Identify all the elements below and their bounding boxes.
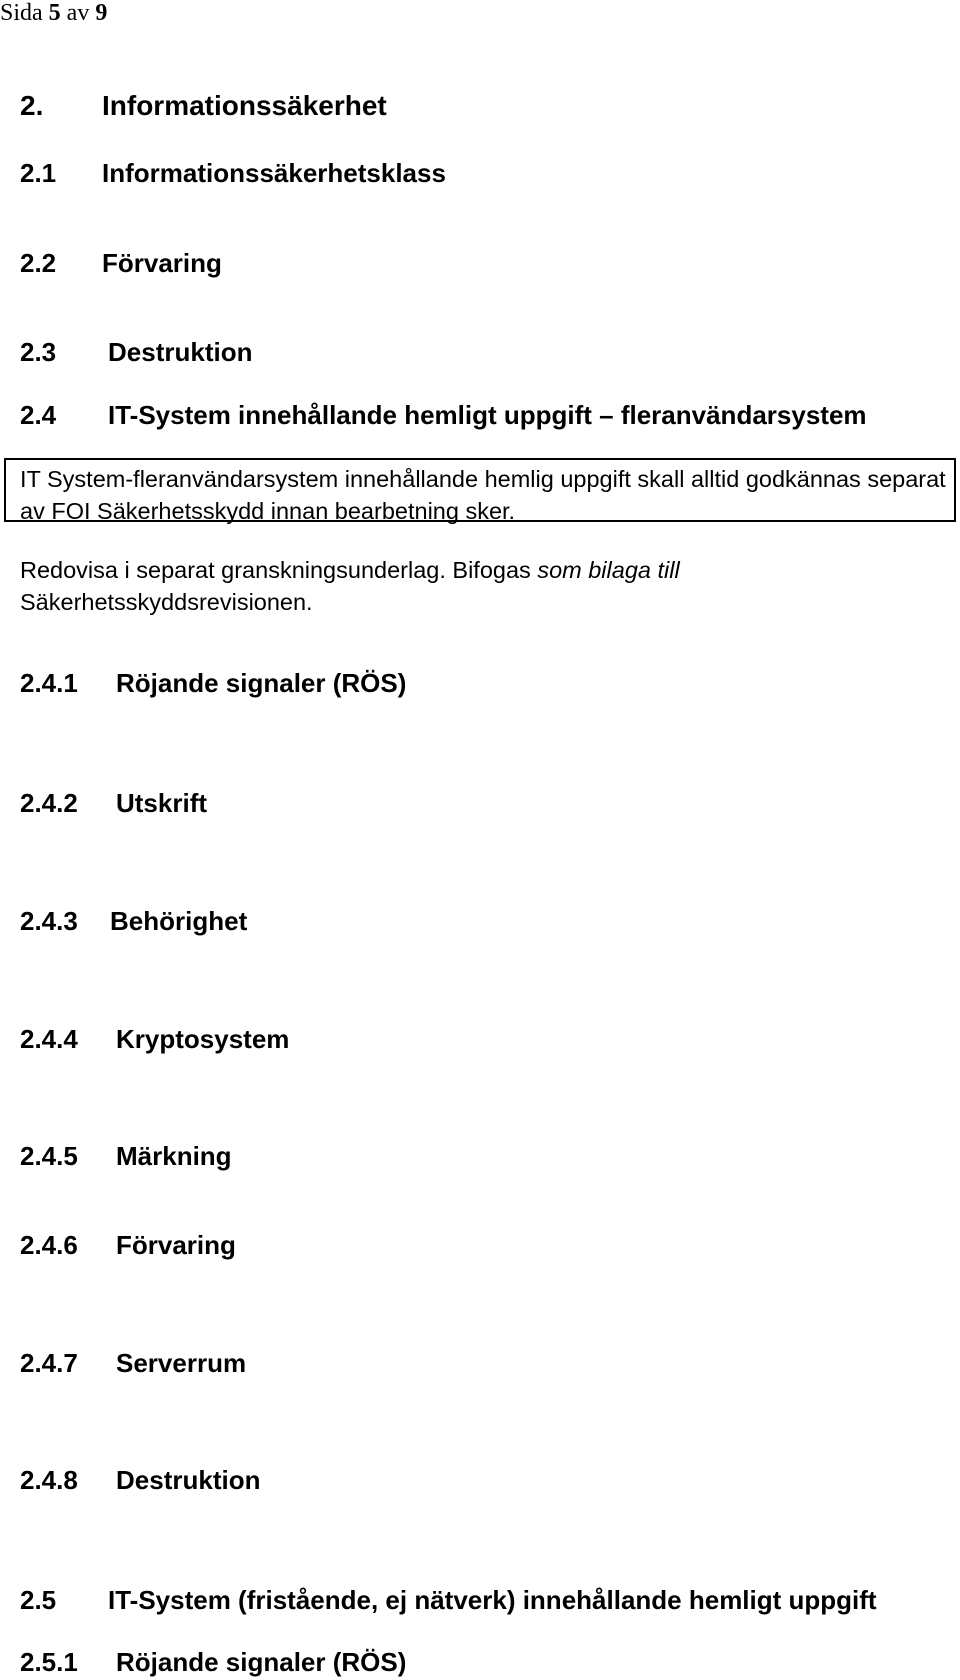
instruction-italic: som bilaga till [537,557,680,583]
heading-2-4 [20,400,867,430]
heading-title: Utskrift [116,788,208,818]
heading-2-4-2 [20,788,207,818]
boxed-note [4,458,956,522]
heading-number: 2.5 [20,1585,57,1615]
heading-number: 2.4.5 [20,1141,78,1171]
heading-title: IT-System (fristående, ej nätverk) innehållande hemligt uppgift [108,1585,877,1615]
heading-2-5-1 [20,1647,406,1677]
page-label: Sida [0,0,49,26]
heading-2-5 [20,1585,877,1615]
heading-title: Röjande signaler (RÖS) [116,668,407,698]
heading-number: 2.1 [20,158,57,188]
heading-2-4-8 [20,1465,260,1495]
heading-2-4-1 [20,668,406,698]
heading-2-4-6 [20,1230,236,1260]
instruction-text: Redovisa i separat granskningsunderlag. Bifogas [20,557,538,583]
heading-number: 2. [20,90,44,121]
heading-title: IT-System innehållande hemligt uppgift – fleranvändarsystem [108,400,867,430]
heading-title: Röjande signaler (RÖS) [116,1647,407,1677]
instruction-end: Säkerhetsskyddsrevisionen. [20,589,313,615]
heading-title: Förvaring [102,248,222,278]
page-of-label: av [60,0,96,26]
heading-title: Destruktion [116,1465,261,1495]
heading-2-2 [20,248,222,278]
heading-title: Informationssäkerhet [102,90,387,121]
total-pages: 9 [95,0,108,26]
heading-number: 2.4.3 [20,906,78,936]
boxed-note-text: IT System-fleranvändarsystem innehållande hemlig uppgift skall alltid godkännas separat av FOI Säkerhetsskydd innan bearbetning sker. [20,466,946,524]
current-page: 5 [48,0,61,26]
heading-2-1 [20,158,446,188]
heading-title: Förvaring [116,1230,236,1260]
heading-2-4-5 [20,1141,232,1171]
heading-title: Kryptosystem [116,1024,290,1054]
heading-title: Destruktion [108,337,253,367]
heading-title: Märkning [116,1141,232,1171]
heading-2-4-7 [20,1348,246,1378]
heading-number: 2.4 [20,400,57,430]
heading-number: 2.4.4 [20,1024,78,1054]
heading-number: 2.3 [20,337,57,367]
heading-number: 2.5.1 [20,1647,78,1677]
instruction-paragraph [20,554,940,618]
heading-number: 2.4.7 [20,1348,78,1378]
heading-number: 2.2 [20,248,57,278]
heading-2-4-3 [20,906,247,936]
heading-number: 2.4.2 [20,788,78,818]
heading-number: 2.4.6 [20,1230,78,1260]
heading-number: 2.4.1 [20,668,78,698]
heading-number: 2.4.8 [20,1465,78,1495]
heading-title: Informationssäkerhetsklass [102,158,446,188]
page-number-header [0,0,107,26]
heading-2-3 [20,337,252,367]
heading-2 [20,90,387,122]
heading-2-4-4 [20,1024,289,1054]
heading-title: Serverrum [116,1348,247,1378]
heading-title: Behörighet [110,906,248,936]
